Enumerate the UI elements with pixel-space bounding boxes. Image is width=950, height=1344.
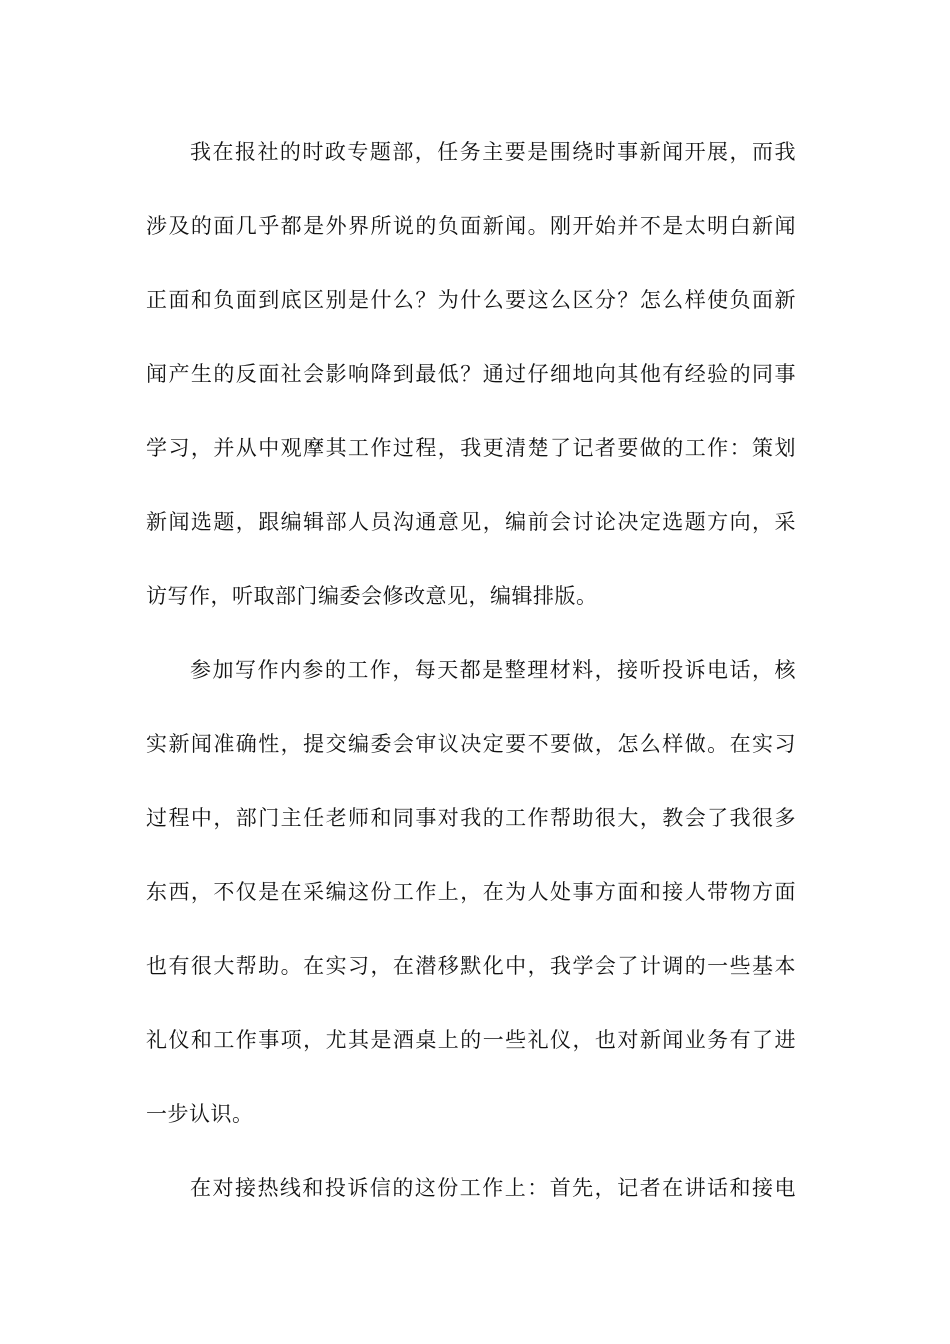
paragraph-1-line-1: 我在报社的时政专题部，任务主要是围绕时事新闻开展，而我: [190, 140, 796, 164]
paragraph-2-line-5: 也有很大帮助。在实习，在潜移默化中，我学会了计调的一些基本: [146, 954, 796, 978]
paragraph-2-line-4: 东西，不仅是在采编这份工作上，在为人处事方面和接人带物方面: [146, 880, 796, 904]
paragraph-2-line-7: 一步认识。: [146, 1102, 254, 1126]
paragraph-1-line-6: 新闻选题，跟编辑部人员沟通意见，编前会讨论决定选题方向，采: [146, 510, 796, 534]
body-text: [146, 115, 796, 1225]
paragraph-1-line-4: 闻产生的反面社会影响降到最低？通过仔细地向其他有经验的同事: [146, 362, 796, 386]
paragraph-2-line-6: 礼仪和工作事项，尤其是酒桌上的一些礼仪，也对新闻业务有了进: [146, 1028, 796, 1052]
paragraph-2-line-3: 过程中，部门主任老师和同事对我的工作帮助很大，教会了我很多: [146, 806, 796, 830]
paragraph-2-line-1: 参加写作内参的工作，每天都是整理材料，接听投诉电话，核: [190, 658, 796, 682]
paragraph-1-line-5: 学习，并从中观摩其工作过程，我更清楚了记者要做的工作：策划: [146, 436, 796, 460]
paragraph-1-line-3: 正面和负面到底区别是什么？为什么要这么区分？怎么样使负面新: [146, 288, 796, 312]
paragraph-1-line-7: 访写作，听取部门编委会修改意见，编辑排版。: [146, 584, 598, 608]
paragraph-2-line-2: 实新闻准确性，提交编委会审议决定要不要做，怎么样做。在实习: [146, 732, 796, 756]
paragraph-1-line-2: 涉及的面几乎都是外界所说的负面新闻。刚开始并不是太明白新闻: [146, 214, 796, 238]
paragraph-3-line-1: 在对接热线和投诉信的这份工作上：首先，记者在讲话和接电: [190, 1176, 796, 1200]
